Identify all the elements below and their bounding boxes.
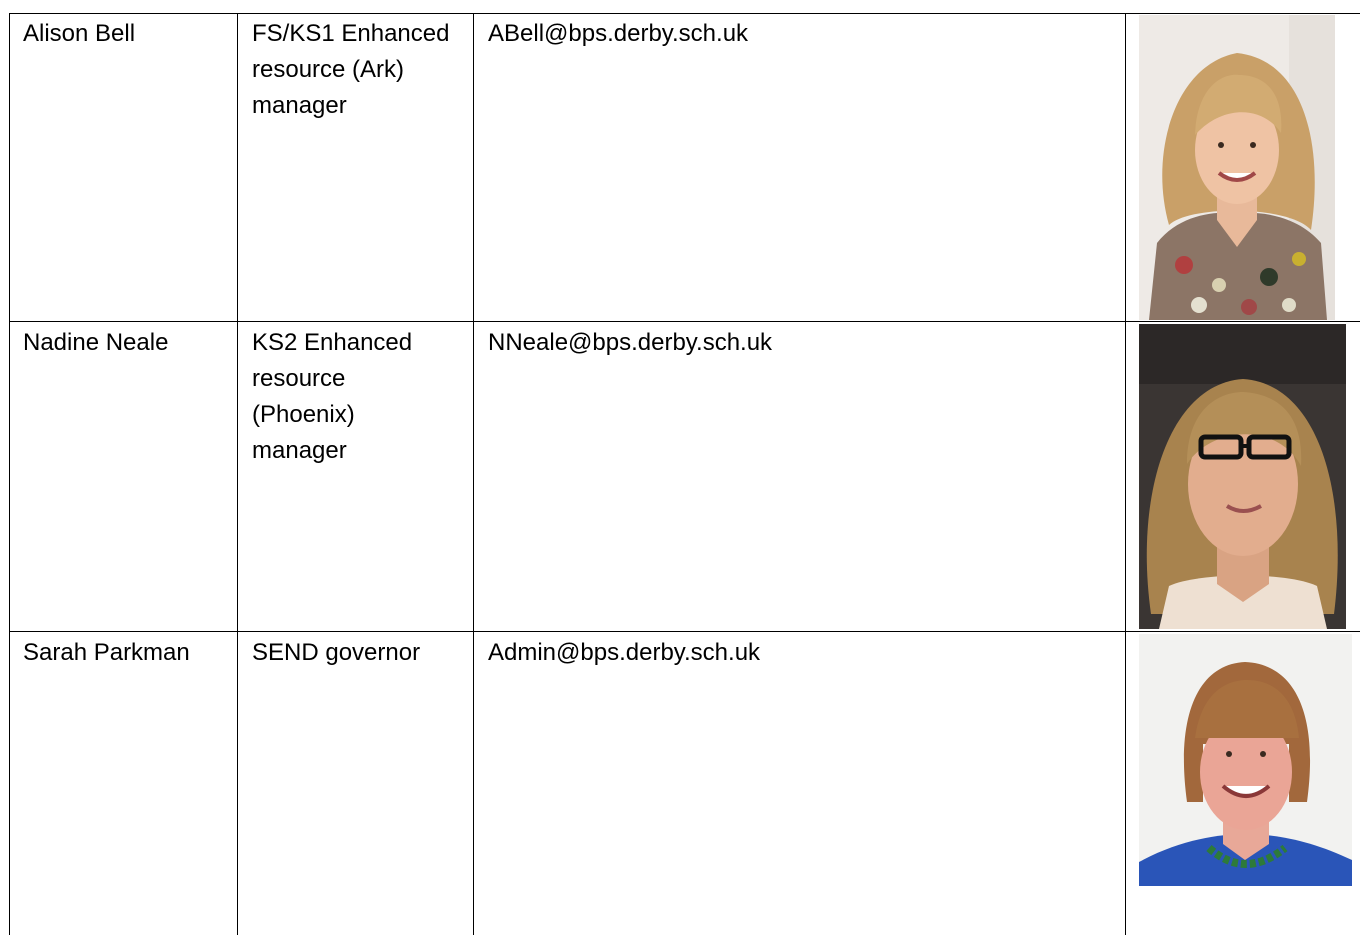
table-border-top <box>9 13 1360 14</box>
staff-name: Alison Bell <box>23 20 136 47</box>
row-divider <box>9 631 1360 632</box>
portrait-photo-icon <box>1139 15 1335 320</box>
staff-email: NNeale@bps.derby.sch.uk <box>488 329 773 356</box>
column-divider <box>473 13 474 935</box>
row-divider <box>9 321 1360 322</box>
column-divider <box>1125 13 1126 935</box>
staff-name: Nadine Neale <box>23 329 169 356</box>
table-border-left <box>9 13 10 935</box>
portrait-photo-icon <box>1139 634 1352 886</box>
portrait-photo-icon <box>1139 324 1346 629</box>
column-divider <box>237 13 238 935</box>
staff-email: ABell@bps.derby.sch.uk <box>488 20 749 47</box>
staff-role: KS2 Enhanced resource (Phoenix) manager <box>252 329 413 464</box>
staff-role: SEND governor <box>252 639 421 666</box>
staff-email: Admin@bps.derby.sch.uk <box>488 639 761 666</box>
staff-name: Sarah Parkman <box>23 639 190 666</box>
staff-role: FS/KS1 Enhanced resource (Ark) manager <box>252 20 450 119</box>
